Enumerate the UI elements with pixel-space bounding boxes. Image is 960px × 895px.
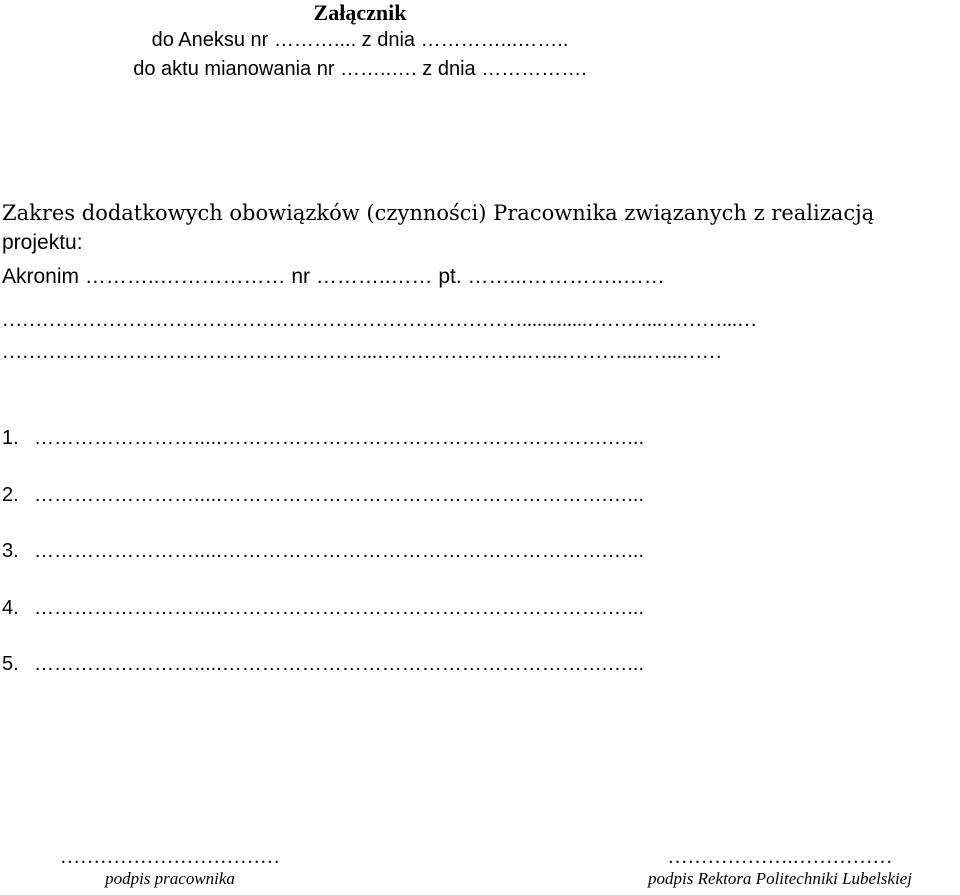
annex-reference-line: do Aneksu nr ……….... z dnia …………...…….. (151, 29, 569, 51)
employee-signature-label: podpis pracownika (105, 869, 235, 888)
scope-heading-line2: projektu: (2, 231, 83, 254)
scope-heading-line1: Zakres dodatkowych obowiązków (czynności) Pracownika związanych z realizacją (2, 201, 875, 225)
duty-item-blank: …………………….....………………………………………………….…... (34, 427, 645, 449)
appointment-reference-line: do aktu mianowania nr ……..…. z dnia ……………. (133, 58, 587, 80)
duty-item-number: 5. (2, 653, 19, 675)
blank-fill-line: …………………………………………………………………….............………...………...… (2, 309, 757, 331)
duty-item-number: 4. (2, 597, 19, 619)
duty-item (2, 538, 644, 564)
duty-item-number: 2. (2, 484, 19, 506)
rector-signature-line: ……………….…………… (667, 846, 893, 868)
rector-signature (620, 846, 940, 890)
rector-signature-label: podpis Rektora Politechniki Lubelskiej (648, 869, 912, 888)
blank-fill-line: ………………………………………………...…………………..…...……….....…...…… (2, 341, 722, 363)
duty-item (2, 651, 644, 677)
document-header (0, 0, 720, 84)
employee-signature (40, 846, 300, 890)
duty-item-blank: …………………….....………………………………………………….…... (34, 484, 645, 506)
duty-item (2, 595, 644, 621)
duty-item (2, 482, 644, 508)
duty-item-blank: …………………….....………………………………………………….…... (34, 540, 645, 562)
acronym-line: Akronim ………..……………… nr ………..…… pt. ……...…………..…… (2, 265, 665, 288)
duty-item-number: 1. (2, 427, 19, 449)
duty-item-number: 3. (2, 540, 19, 562)
scope-heading (2, 198, 957, 258)
attachment-title: Załącznik (313, 0, 407, 25)
employee-signature-line: …………………………… (60, 846, 280, 868)
duty-item-blank: …………………….....………………………………………………….…... (34, 597, 645, 619)
duty-item-blank: …………………….....………………………………………………….…... (34, 653, 645, 675)
duty-item (2, 425, 644, 451)
